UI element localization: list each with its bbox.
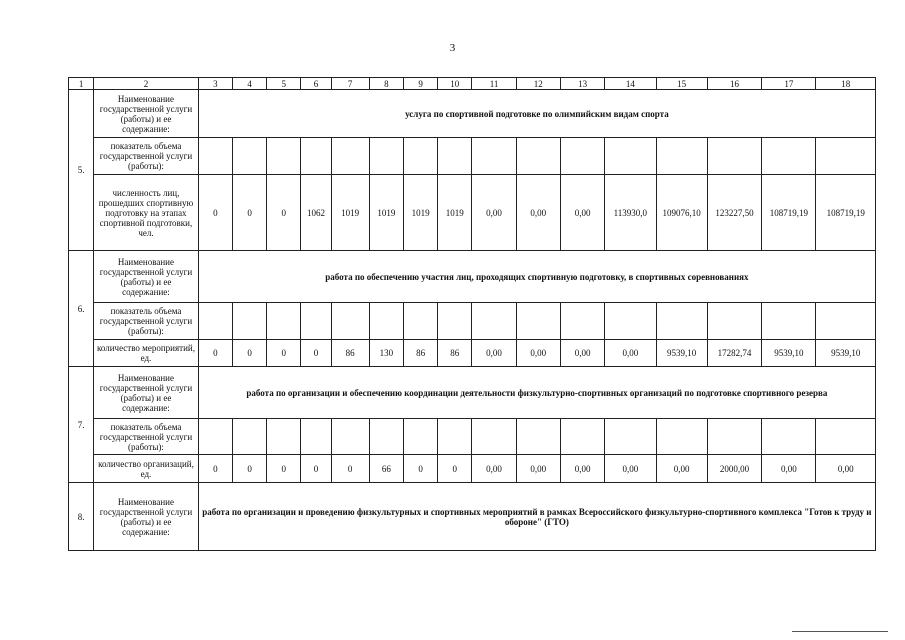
value-cell: 0 (198, 340, 232, 367)
footer-rule (792, 631, 888, 632)
section-number: 6. (69, 251, 94, 367)
column-header: 14 (605, 78, 656, 90)
value-cell: 0 (301, 340, 331, 367)
value-cell: 0 (232, 455, 266, 483)
section-7-volume-row (69, 419, 876, 455)
section-number: 7. (69, 367, 94, 483)
value-cell: 86 (331, 340, 369, 367)
column-header: 5 (267, 78, 301, 90)
value-cell: 86 (438, 340, 472, 367)
value-cell: 123227,50 (707, 175, 761, 251)
value-cell: 0 (404, 455, 438, 483)
column-header: 8 (369, 78, 403, 90)
value-cell: 0,00 (762, 455, 816, 483)
page-number: 3 (449, 42, 456, 54)
value-cell: 0 (267, 175, 301, 251)
value-cell: 9539,10 (816, 340, 876, 367)
value-cell: 113930,0 (605, 175, 656, 251)
indicator-label: количество мероприятий, ед. (94, 340, 199, 367)
value-cell: 0,00 (656, 455, 707, 483)
volume-label: показатель объема государственной услуги (работы): (94, 303, 199, 340)
value-cell: 2000,00 (707, 455, 761, 483)
value-cell: 1019 (438, 175, 472, 251)
value-cell: 17282,74 (707, 340, 761, 367)
name-label: Наименование государственной услуги (работы) и ее содержание: (94, 367, 199, 419)
value-cell: 1019 (369, 175, 403, 251)
value-cell: 130 (369, 340, 403, 367)
value-cell: 0,00 (472, 175, 516, 251)
section-6-volume-row (69, 303, 876, 340)
value-cell: 0,00 (472, 340, 516, 367)
column-header: 6 (301, 78, 331, 90)
column-header: 17 (762, 78, 816, 90)
service-title: услуга по спортивной подготовке по олимпийским видам спорта (198, 90, 875, 138)
column-header: 4 (232, 78, 266, 90)
column-header: 7 (331, 78, 369, 90)
value-cell: 0,00 (560, 455, 604, 483)
service-title: работа по организации и обеспечению координации деятельности физкультурно-спортивных организаций по подготовке спортивного резерва (198, 367, 875, 419)
value-cell: 0,00 (516, 455, 560, 483)
header-row (69, 78, 876, 90)
name-label: Наименование государственной услуги (работы) и ее содержание: (94, 483, 199, 551)
value-cell: 0 (331, 455, 369, 483)
section-8-name-row (69, 483, 876, 551)
value-cell: 0,00 (816, 455, 876, 483)
column-header: 18 (816, 78, 876, 90)
column-header: 2 (94, 78, 199, 90)
value-cell: 1019 (404, 175, 438, 251)
name-label: Наименование государственной услуги (работы) и ее содержание: (94, 251, 199, 303)
state-task-table (68, 77, 876, 551)
value-cell: 108719,19 (762, 175, 816, 251)
section-5-indicator-row (69, 175, 876, 251)
section-number: 5. (69, 90, 94, 251)
volume-label: показатель объема государственной услуги (работы): (94, 138, 199, 175)
value-cell: 0 (232, 175, 266, 251)
section-6-name-row (69, 251, 876, 303)
value-cell: 9539,10 (762, 340, 816, 367)
column-header: 11 (472, 78, 516, 90)
indicator-label: численность лиц, прошедших спортивную подготовку на этапах спортивной подготовки, чел. (94, 175, 199, 251)
value-cell: 0 (232, 340, 266, 367)
column-header: 12 (516, 78, 560, 90)
value-cell: 0 (267, 455, 301, 483)
value-cell: 109076,10 (656, 175, 707, 251)
column-header: 9 (404, 78, 438, 90)
value-cell: 1062 (301, 175, 331, 251)
column-header: 16 (707, 78, 761, 90)
section-7-name-row (69, 367, 876, 419)
section-number: 8. (69, 483, 94, 551)
value-cell: 0 (301, 455, 331, 483)
column-header: 15 (656, 78, 707, 90)
value-cell: 0,00 (605, 455, 656, 483)
value-cell: 0 (438, 455, 472, 483)
value-cell: 0,00 (516, 175, 560, 251)
service-title: работа по организации и проведению физкультурных и спортивных мероприятий в рамках Всероссийского физкультурно-спортивного комплекса "Готов к труду и обороне" (ГТО) (198, 483, 875, 551)
value-cell: 0 (267, 340, 301, 367)
value-cell: 108719,19 (816, 175, 876, 251)
section-5-name-row (69, 90, 876, 138)
column-header: 1 (69, 78, 94, 90)
volume-label: показатель объема государственной услуги (работы): (94, 419, 199, 455)
column-header: 3 (198, 78, 232, 90)
value-cell: 1019 (331, 175, 369, 251)
value-cell: 0,00 (472, 455, 516, 483)
value-cell: 66 (369, 455, 403, 483)
value-cell: 86 (404, 340, 438, 367)
value-cell: 0,00 (516, 340, 560, 367)
column-header: 13 (560, 78, 604, 90)
value-cell: 9539,10 (656, 340, 707, 367)
service-title: работа по обеспечению участия лиц, проходящих спортивную подготовку, в спортивных соревнованиях (198, 251, 875, 303)
value-cell: 0,00 (605, 340, 656, 367)
value-cell: 0 (198, 175, 232, 251)
column-header: 10 (438, 78, 472, 90)
section-7-indicator-row (69, 455, 876, 483)
section-5-volume-row (69, 138, 876, 175)
value-cell: 0,00 (560, 175, 604, 251)
section-6-indicator-row (69, 340, 876, 367)
indicator-label: количество организаций, ед. (94, 455, 199, 483)
value-cell: 0 (198, 455, 232, 483)
name-label: Наименование государственной услуги (работы) и ее содержание: (94, 90, 199, 138)
value-cell: 0,00 (560, 340, 604, 367)
